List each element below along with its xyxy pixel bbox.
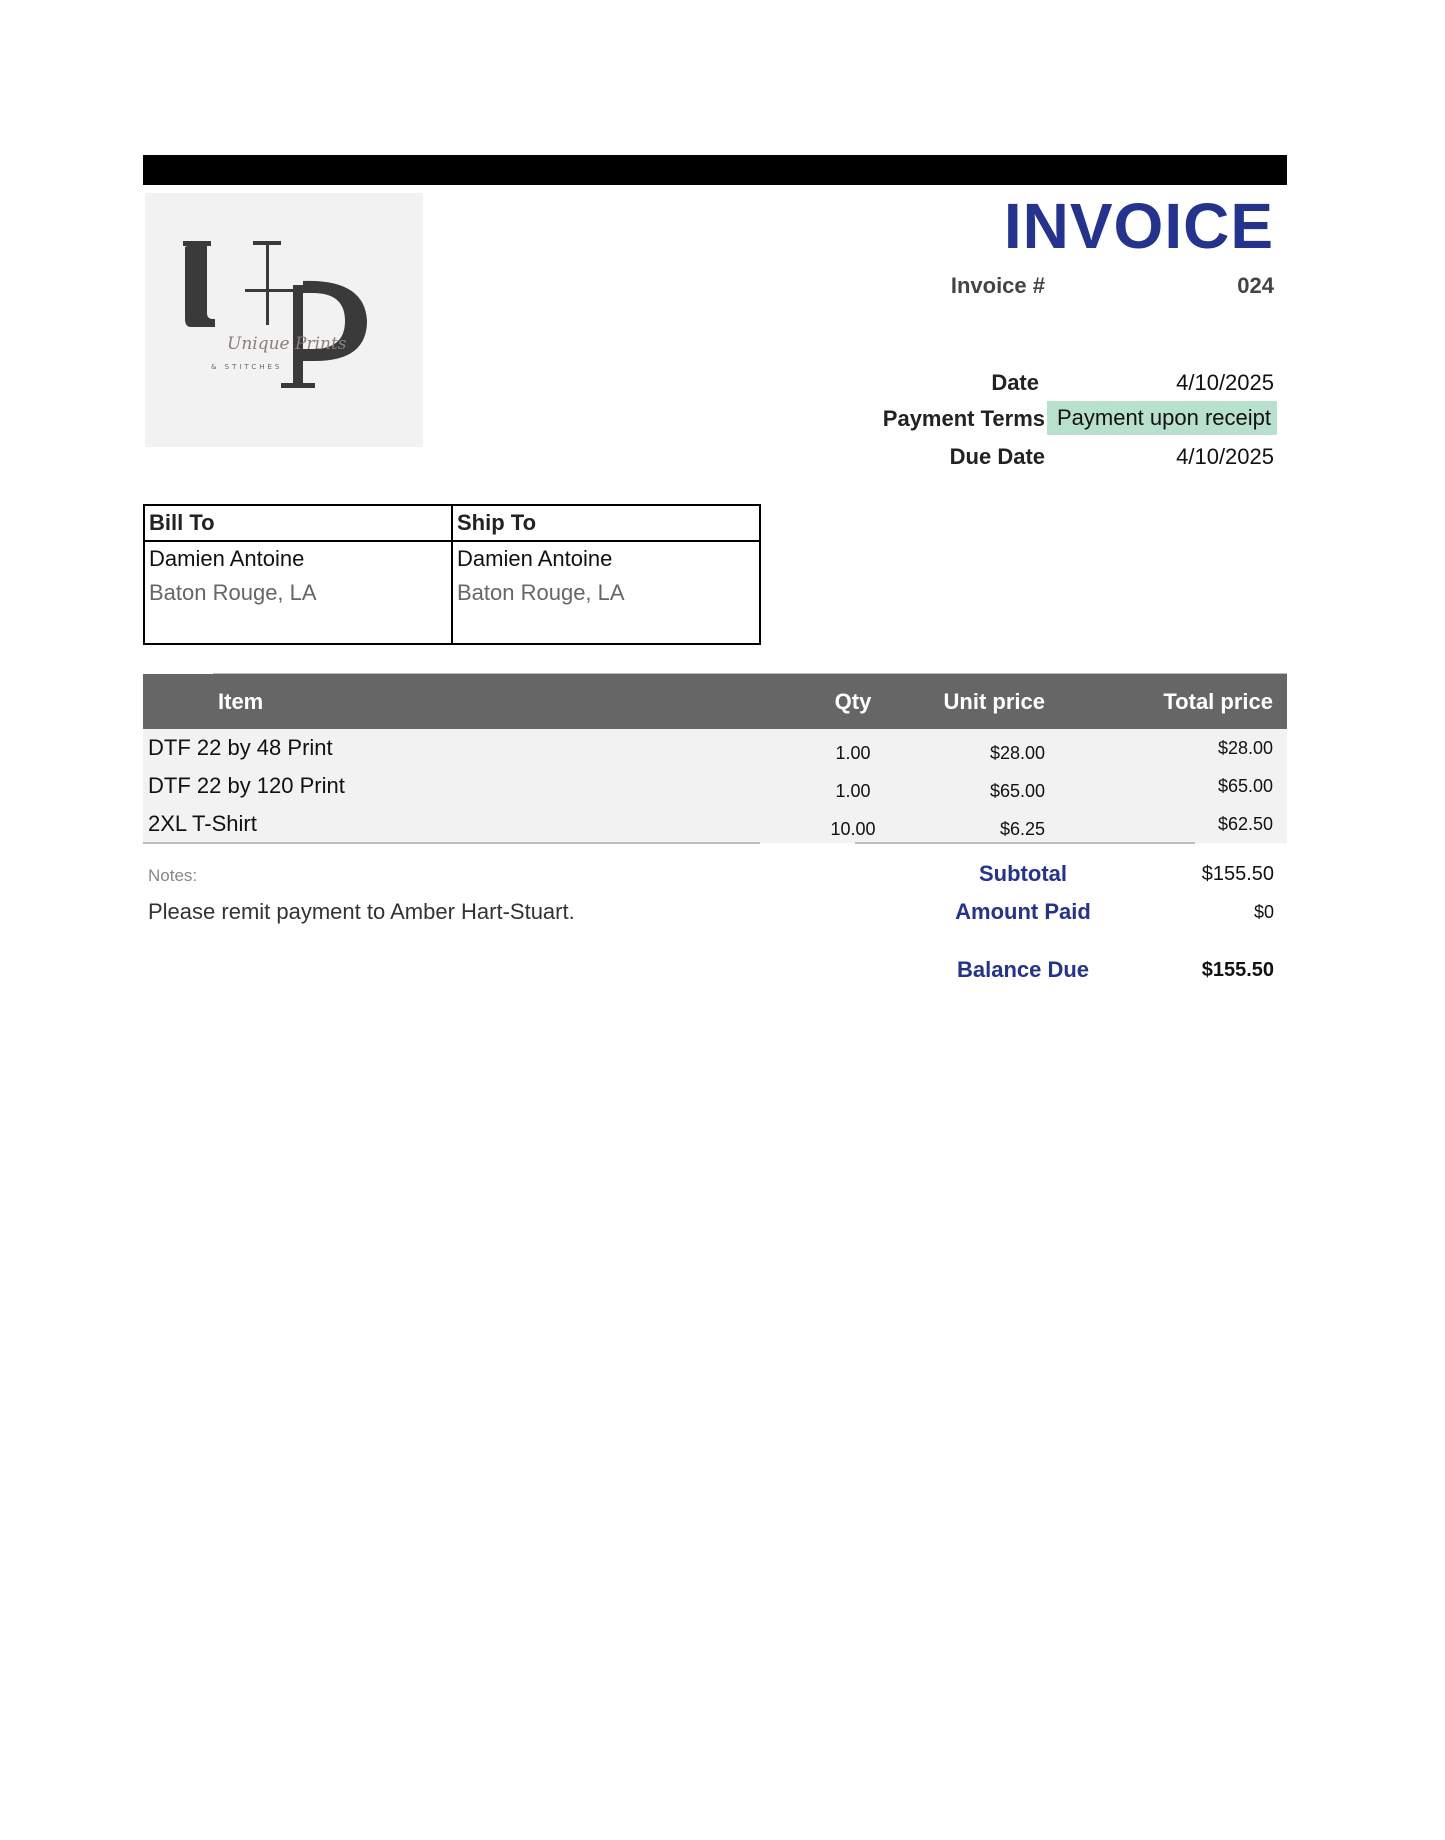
subtotal-value: $155.50 (1201, 863, 1274, 885)
table-row (143, 729, 1287, 767)
balance-due-value: $155.50 (1201, 959, 1274, 981)
row-total-price: $65.00 (1217, 776, 1273, 796)
bill-to-label: Bill To (145, 506, 451, 542)
row-qty: 1.00 (835, 781, 871, 801)
company-logo (145, 193, 423, 447)
header-total-price: Total price (1163, 689, 1273, 714)
bill-to-section (145, 506, 451, 643)
bill-to-city: Baton Rouge, LA (149, 580, 317, 605)
table-row (143, 767, 1287, 805)
ship-to-name: Damien Antoine (457, 546, 613, 571)
invoice-title: INVOICE (1003, 190, 1274, 262)
header-item: Item (218, 689, 264, 714)
row-item: DTF 22 by 48 Print (148, 735, 333, 760)
svg-text:& STITCHES: & STITCHES (211, 363, 283, 371)
subtotal-label: Subtotal (979, 861, 1067, 886)
amount-paid-value: $0 (1253, 902, 1274, 922)
notes-text: Please remit payment to Amber Hart-Stuart. (148, 899, 575, 924)
items-header (143, 674, 1287, 729)
row-unit-price: $6.25 (999, 819, 1045, 839)
items-bottom-line-right (855, 842, 1195, 844)
notes-label: Notes: (148, 866, 198, 885)
address-table (143, 504, 761, 645)
table-row (143, 805, 1287, 843)
ship-to-city: Baton Rouge, LA (457, 580, 625, 605)
bill-to-name: Damien Antoine (149, 546, 305, 571)
invoice-number-value: 024 (1237, 273, 1274, 298)
date-value: 4/10/2025 (1176, 370, 1274, 395)
svg-text:Unique Prints: Unique Prints (227, 334, 347, 354)
payment-terms-label: Payment Terms (882, 406, 1045, 431)
row-qty: 1.00 (835, 743, 871, 763)
ship-to-label: Ship To (453, 506, 759, 542)
date-label: Date (991, 370, 1039, 395)
items-body (143, 729, 1287, 843)
row-total-price: $28.00 (1217, 738, 1273, 758)
ship-to-section (451, 506, 759, 643)
row-unit-price: $28.00 (989, 743, 1045, 763)
due-date-label: Due Date (949, 444, 1045, 469)
top-black-bar (143, 155, 1287, 185)
items-bottom-line-left (143, 842, 760, 844)
row-item: 2XL T-Shirt (148, 811, 257, 836)
row-qty: 10.00 (830, 819, 876, 839)
amount-paid-label: Amount Paid (955, 899, 1091, 924)
row-unit-price: $65.00 (989, 781, 1045, 801)
payment-terms-value: Payment upon receipt (1047, 401, 1277, 435)
row-item: DTF 22 by 120 Print (148, 773, 345, 798)
header-qty: Qty (834, 689, 872, 714)
balance-due-label: Balance Due (956, 957, 1090, 982)
row-total-price: $62.50 (1217, 814, 1273, 834)
invoice-number-label: Invoice # (950, 273, 1045, 298)
due-date-value: 4/10/2025 (1176, 444, 1274, 469)
header-unit-price: Unit price (943, 689, 1045, 714)
